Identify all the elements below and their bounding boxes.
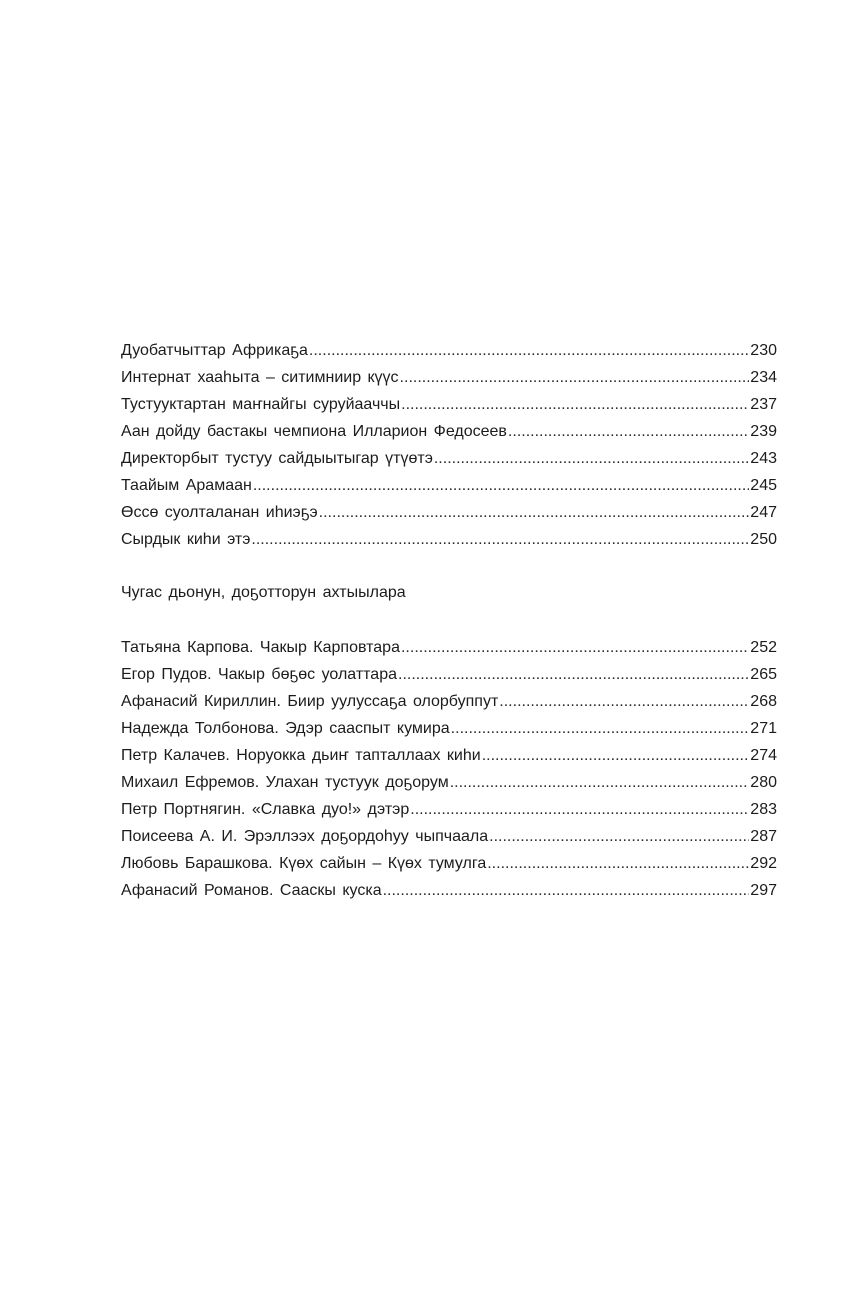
toc-entry [121,337,777,364]
toc-entry-page: 287 [750,828,777,845]
toc-entry [121,418,777,445]
toc-entry [121,364,777,391]
dot-leader [309,337,749,364]
dot-leader [451,715,750,742]
toc-entry [121,769,777,796]
section-heading: Чугас дьонун, доҕотторун ахтыылара [121,584,406,601]
dot-leader [487,850,749,877]
toc-entry-title: Поисеева А. И. Эрэллээх доҕордоһуу чыпчаала [121,828,489,845]
toc-entry [121,526,777,553]
toc-entry [121,742,777,769]
toc-entry [121,850,777,877]
toc-entry [121,499,777,526]
toc-entry-title: Петр Калачев. Норуокка дьиҥ тапталлаах киһи [121,747,481,764]
toc-entry [121,877,777,904]
toc-entry-title: Аан дойду бастакы чемпиона Илларион Федосеев [121,423,507,440]
dot-leader [434,445,749,472]
toc-entry-page: 252 [750,639,777,656]
toc-entry-page: 243 [750,450,777,467]
dot-leader [400,364,750,391]
toc-entry-title: Егор Пудов. Чакыр бөҕөс уолаттара [121,666,397,683]
toc-entry-title: Любовь Барашкова. Күөх сайын – Күөх тумулга [121,855,487,872]
dot-leader [251,526,749,553]
toc-entry-page: 280 [750,774,777,791]
table-of-contents-part-1 [121,337,777,553]
toc-entry-page: 250 [750,531,777,548]
toc-entry-page: 268 [750,693,777,710]
toc-entry-page: 230 [750,342,777,359]
dot-leader [482,742,750,769]
toc-entry-title: Надежда Толбонова. Эдэр сааспыт кумира [121,720,450,737]
toc-entry [121,634,777,661]
toc-entry-title: Михаил Ефремов. Улахан тустуук доҕорум [121,774,449,791]
toc-entry [121,688,777,715]
toc-entry-title: Таайым Арамаан [121,477,252,494]
toc-entry-page: 271 [750,720,777,737]
toc-entry-title: Афанасий Кириллин. Биир уулуссаҕа олорбуппут [121,693,499,710]
toc-entry-title: Дуобатчыттар Африкаҕа [121,342,308,359]
toc-entry-page: 274 [750,747,777,764]
toc-entry-page: 265 [750,666,777,683]
toc-entry-title: Интернат хааһыта – ситимниир күүс [121,369,399,386]
toc-entry [121,472,777,499]
dot-leader [499,688,749,715]
table-of-contents-part-2 [121,634,777,904]
dot-leader [401,391,749,418]
dot-leader [398,661,749,688]
toc-entry [121,796,777,823]
toc-entry [121,823,777,850]
toc-entry-title: Афанасий Романов. Сааскы куска [121,882,382,899]
dot-leader [319,499,750,526]
toc-entry-title: Директорбыт тустуу сайдыытыгар үтүөтэ [121,450,433,467]
toc-entry-page: 292 [750,855,777,872]
toc-entry-title: Өссө суолталанан иһиэҕэ [121,504,318,521]
toc-entry-title: Татьяна Карпова. Чакыр Карповтара [121,639,400,656]
toc-entry [121,661,777,688]
toc-entry-page: 297 [750,882,777,899]
toc-entry-title: Петр Портнягин. «Славка дуо!» дэтэр [121,801,410,818]
toc-entry [121,391,777,418]
toc-entry [121,445,777,472]
toc-entry-page: 245 [750,477,777,494]
toc-entry-page: 234 [750,369,777,386]
toc-entry-page: 247 [750,504,777,521]
dot-leader [450,769,750,796]
toc-entry-page: 283 [750,801,777,818]
toc-entry [121,715,777,742]
toc-entry-page: 239 [750,423,777,440]
dot-leader [489,823,749,850]
toc-entry-title: Сырдык киһи этэ [121,531,251,548]
dot-leader [253,472,749,499]
dot-leader [410,796,749,823]
dot-leader [401,634,749,661]
toc-entry-title: Тустууктартан маҥнайгы суруйааччы [121,396,401,413]
dot-leader [383,877,750,904]
dot-leader [508,418,749,445]
toc-entry-page: 237 [750,396,777,413]
